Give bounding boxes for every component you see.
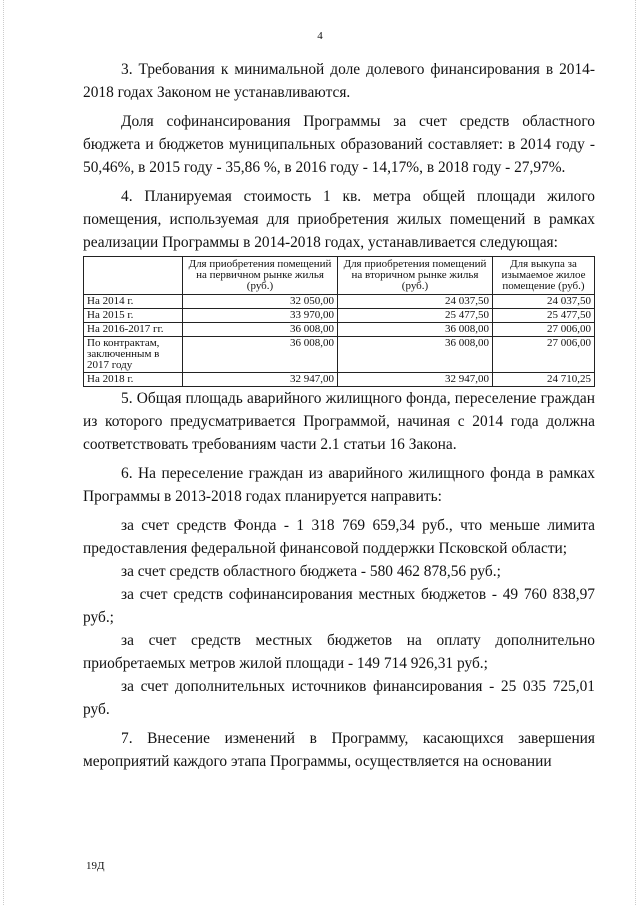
document-body <box>83 58 595 779</box>
paragraph-7: 7. Внесение изменений в Программу, касающихся завершения мероприятий каждого этапа Программы, осуществляется на основании <box>83 730 595 770</box>
paragraph-6: 6. На переселение граждан из аварийного жилищного фонда в рамках Программы в 2013-2018 годах планируется направить: <box>83 465 595 505</box>
table-row <box>84 309 595 323</box>
buyout-price: 24 037,50 <box>493 295 595 309</box>
price-table <box>83 256 595 387</box>
footer-document-code: 19Д <box>86 860 105 872</box>
funding-additional-sources: за счет дополнительных источников финансирования - 25 035 725,01 руб. <box>83 678 595 718</box>
row-label: На 2014 г. <box>84 295 183 309</box>
paragraph-3: 3. Требования к минимальной доле долевого финансирования в 2014-2018 годах Законом не устанавливаются. <box>83 61 595 101</box>
left-scan-edge <box>3 0 4 905</box>
paragraph-4: 4. Планируемая стоимость 1 кв. метра общей площади жилого помещения, используемая для приобретения жилых помещений в рамках реализации Программы в 2014-2018 годах, устанавливается следующая: <box>83 188 595 251</box>
primary-price: 33 970,00 <box>183 309 338 323</box>
table-header-empty <box>84 257 183 295</box>
row-label: На 2016-2017 гг. <box>84 323 183 337</box>
secondary-price: 32 947,00 <box>338 373 493 387</box>
primary-price: 32 050,00 <box>183 295 338 309</box>
table-row <box>84 337 595 373</box>
paragraph-5: 5. Общая площадь аварийного жилищного фонда, переселение граждан из которого предусматривается Программой, начиная с 2014 года должна соответствовать требованиям части 2.1 статьи 16 Закона. <box>83 390 595 453</box>
secondary-price: 36 008,00 <box>338 337 493 373</box>
row-label: На 2018 г. <box>84 373 183 387</box>
table-row <box>84 323 595 337</box>
right-scan-edge <box>635 0 636 905</box>
funding-fund: за счет средств Фонда - 1 318 769 659,34 руб., что меньше лимита предоставления федеральной финансовой поддержки Псковской области; <box>83 517 595 557</box>
buyout-price: 27 006,00 <box>493 337 595 373</box>
primary-price: 36 008,00 <box>183 337 338 373</box>
secondary-price: 36 008,00 <box>338 323 493 337</box>
table-row <box>84 373 595 387</box>
row-label: По контрактам, заключенным в 2017 году <box>84 337 183 373</box>
table-header-secondary: Для приобретения помещений на вторичном рынке жилья (руб.) <box>338 257 493 295</box>
table-header-primary: Для приобретения помещений на первичном рынке жилья (руб.) <box>183 257 338 295</box>
funding-local-cofinancing: за счет средств софинансирования местных бюджетов - 49 760 838,97 руб.; <box>83 586 595 626</box>
table-row <box>84 295 595 309</box>
buyout-price: 27 006,00 <box>493 323 595 337</box>
row-label: На 2015 г. <box>84 309 183 323</box>
primary-price: 32 947,00 <box>183 373 338 387</box>
funding-regional-budget: за счет средств областного бюджета - 580 462 878,56 руб.; <box>121 563 501 580</box>
buyout-price: 25 477,50 <box>493 309 595 323</box>
secondary-price: 24 037,50 <box>338 295 493 309</box>
cofinancing-paragraph: Доля софинансирования Программы за счет средств областного бюджета и бюджетов муниципальных образований составляет: в 2014 году - 50,46%, в 2015 году - 35,86 %, в 2016 году - 14,17%, в 2018 году - 27,97%. <box>83 113 595 176</box>
funding-local-additional: за счет средств местных бюджетов на оплату дополнительно приобретаемых метров жилой площади - 149 714 926,31 руб.; <box>83 632 595 672</box>
page-number: 4 <box>317 30 323 42</box>
secondary-price: 25 477,50 <box>338 309 493 323</box>
primary-price: 36 008,00 <box>183 323 338 337</box>
table-header-buyout: Для выкупа за изымаемое жилое помещение (руб.) <box>493 257 595 295</box>
table-header-row <box>84 257 595 295</box>
buyout-price: 24 710,25 <box>493 373 595 387</box>
